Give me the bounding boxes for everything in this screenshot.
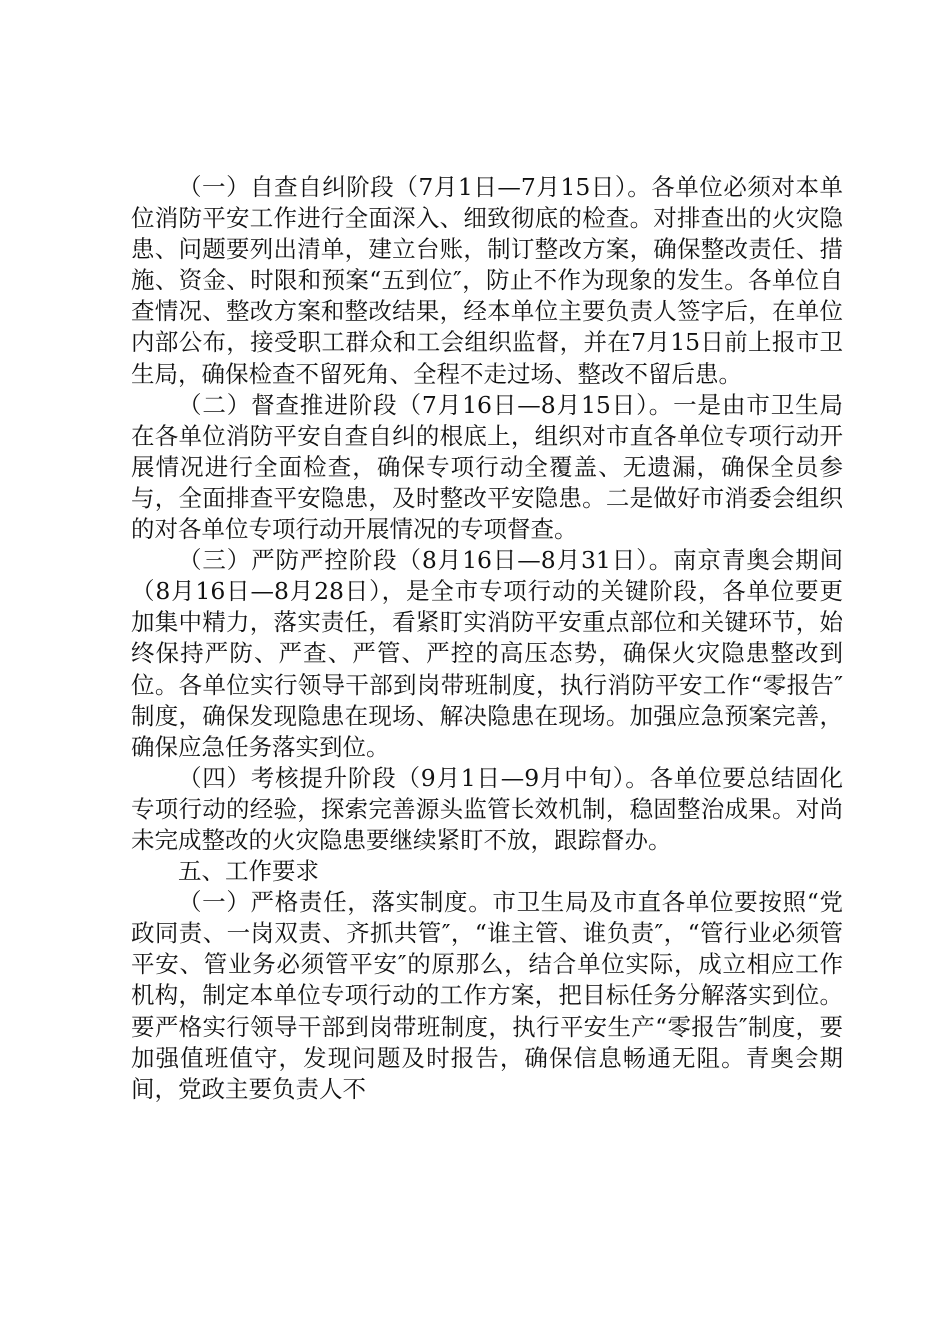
document-body xyxy=(131,172,843,1105)
paragraph-strict-control-stage: （三）严防严控阶段（8月16日—8月31日）。南京青奥会期间（8月16日—8月28日），是全市专项行动的关键阶段，各单位要更加集中精力，落实责任，看紧盯实消防平安重点部位和关键环节，始终保持严防、严查、严管、严控的高压态势，确保火灾隐患整改到位。各单位实行领导干部到岗带班制度，执行消防平安工作“零报告″制度，确保发现隐患在现场、解决隐患在现场。加强应急预案完善，确保应急任务落实到位。 xyxy=(131,546,843,761)
paragraph-assessment-stage: （四）考核提升阶段（9月1日—9月中旬）。各单位要总结固化专项行动的经验，探索完善源头监管长效机制，稳固整治成果。对尚未完成整改的火灾隐患要继续紧盯不放，跟踪督办。 xyxy=(131,763,843,854)
paragraph-supervision-stage: （二）督查推进阶段（7月16日—8月15日）。一是由市卫生局在各单位消防平安自查自纠的根底上，组织对市直各单位专项行动开展情况进行全面检查，确保专项行动全覆盖、无遗漏，确保全员参与，全面排查平安隐患，及时整改平安隐患。二是做好市消委会组织的对各单位专项行动开展情况的专项督查。 xyxy=(131,390,843,544)
paragraph-self-inspection-stage: （一）自查自纠阶段（7月1日—7月15日）。各单位必须对本单位消防平安工作进行全面深入、细致彻底的检查。对排查出的火灾隐患、问题要列出清单，建立台账，制订整改方案，确保整改责任、措施、资金、时限和预案“五到位″，防止不作为现象的发生。各单位自查情况、整改方案和整改结果，经本单位主要负责人签字后，在单位内部公布，接受职工群众和工会组织监督，并在7月15日前上报市卫生局，确保检查不留死角、全程不走过场、整改不留后患。 xyxy=(131,173,843,388)
paragraph-strict-responsibility: （一）严格责任，落实制度。市卫生局及市直各单位要按照“党政同责、一岗双责、齐抓共管″，“谁主管、谁负责″，“管行业必须管平安、管业务必须管平安″的原那么，结合单位实际，成立相应工作机构，制定本单位专项行动的工作方案，把目标任务分解落实到位。要严格实行领导干部到岗带班制度，执行平安生产“零报告″制度，要加强值班值守，发现问题及时报告，确保信息畅通无阻。青奥会期间，党政主要负责人不 xyxy=(131,888,843,1103)
section-heading-work-requirements: 五、工作要求 xyxy=(178,857,319,886)
